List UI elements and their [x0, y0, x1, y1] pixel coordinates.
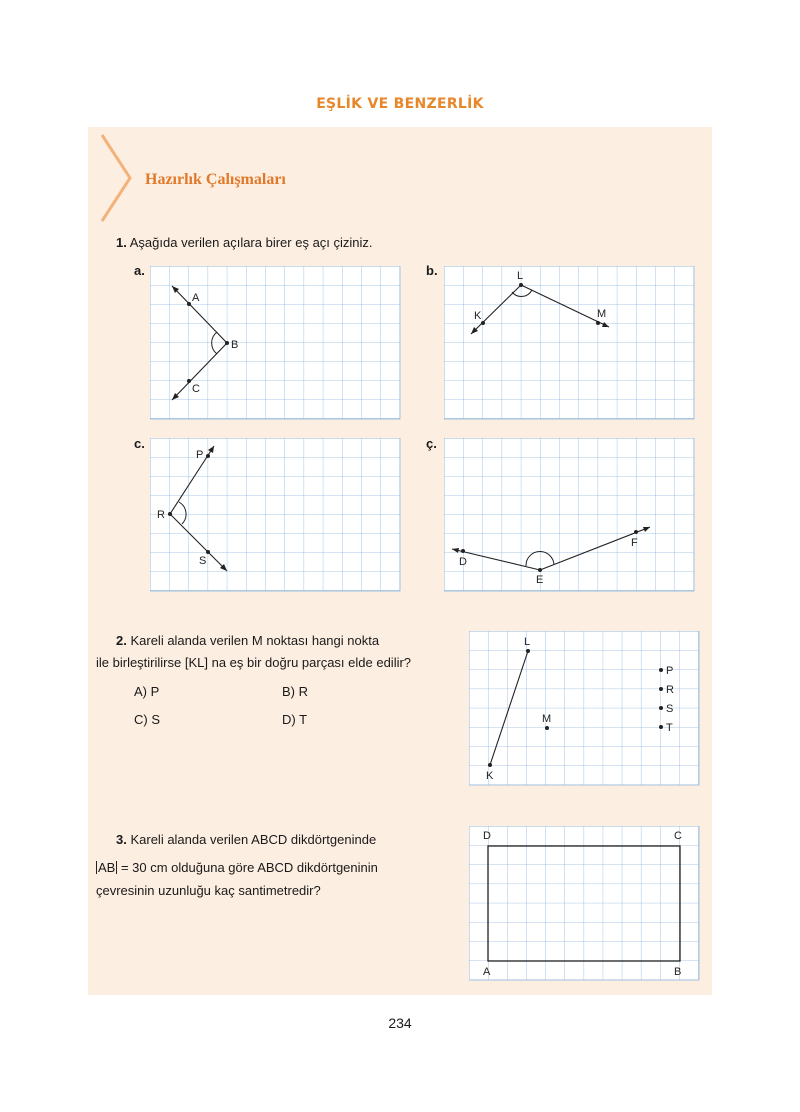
page-number: 234	[388, 1015, 412, 1031]
question-text: Kareli alanda verilen ABCD dikdörtgeninde	[130, 832, 377, 847]
question-number: 1.	[116, 235, 127, 250]
grid-svg	[444, 438, 695, 592]
point-label: B	[231, 339, 239, 351]
choice-c[interactable]: C) S	[134, 712, 160, 727]
question-3-line3: çevresinin uzunluğu kaç santimetredir?	[96, 883, 321, 898]
ab-length-notation: AB	[98, 860, 116, 875]
point-label: K	[474, 310, 482, 322]
choice-b[interactable]: B) R	[282, 684, 308, 699]
point-label: S	[666, 703, 674, 715]
question-2-line2: ile birleştirilirse [KL] na eş bir doğru parçası elde edilir?	[96, 655, 412, 670]
question-text: Aşağıda verilen açılara birer eş açı çiziniz.	[129, 235, 373, 250]
grid-question-3	[469, 826, 700, 981]
question-2-line1	[116, 630, 379, 652]
grid-svg	[469, 826, 700, 981]
part-label-c: c.	[134, 436, 145, 451]
chapter-title: EŞLİK VE BENZERLİK	[316, 96, 484, 112]
point-label: E	[536, 574, 544, 586]
grid-question-2	[469, 631, 700, 786]
grid-part-b	[444, 266, 695, 420]
question-3-line1	[116, 829, 376, 851]
point-label: B	[674, 966, 682, 978]
question-3-line2	[96, 857, 378, 879]
point-label: K	[486, 770, 494, 782]
question-text: Kareli alanda verilen M noktası hangi nokta	[130, 633, 380, 648]
point-label: A	[483, 966, 491, 978]
point-label: P	[196, 449, 204, 461]
point-label: M	[597, 308, 607, 320]
point-label: A	[192, 292, 200, 304]
grid-part-c	[150, 438, 401, 592]
grid-svg	[444, 266, 695, 420]
point-label: D	[483, 830, 491, 842]
grid-svg	[150, 266, 401, 420]
point-label: M	[542, 713, 552, 725]
question-1	[116, 232, 373, 254]
choice-a[interactable]: A) P	[134, 684, 160, 699]
question-number: 2.	[116, 633, 127, 648]
section-title: Hazırlık Çalışmaları	[145, 171, 286, 188]
point-label: R	[666, 684, 674, 696]
grid-part-a	[150, 266, 401, 420]
point-label: R	[157, 509, 165, 521]
point-label: P	[666, 665, 674, 677]
part-label-b: b.	[426, 263, 438, 278]
point-label: C	[674, 830, 682, 842]
question-number: 3.	[116, 832, 127, 847]
point-label: C	[192, 383, 200, 395]
point-label: D	[459, 556, 467, 568]
grid-part-cc	[444, 438, 695, 592]
part-label-cc: ç.	[426, 436, 437, 451]
point-label: F	[631, 537, 638, 549]
part-label-a: a.	[134, 263, 145, 278]
point-label: S	[199, 555, 207, 567]
choice-d[interactable]: D) T	[282, 712, 308, 727]
point-label: L	[524, 636, 531, 648]
chevron-right-icon	[100, 133, 140, 223]
question-text: = 30 cm olduğuna göre ABCD dikdörtgeninin	[117, 860, 378, 875]
point-label: L	[517, 270, 524, 282]
point-label: T	[666, 722, 673, 734]
grid-svg	[150, 438, 401, 592]
grid-svg	[469, 631, 700, 786]
